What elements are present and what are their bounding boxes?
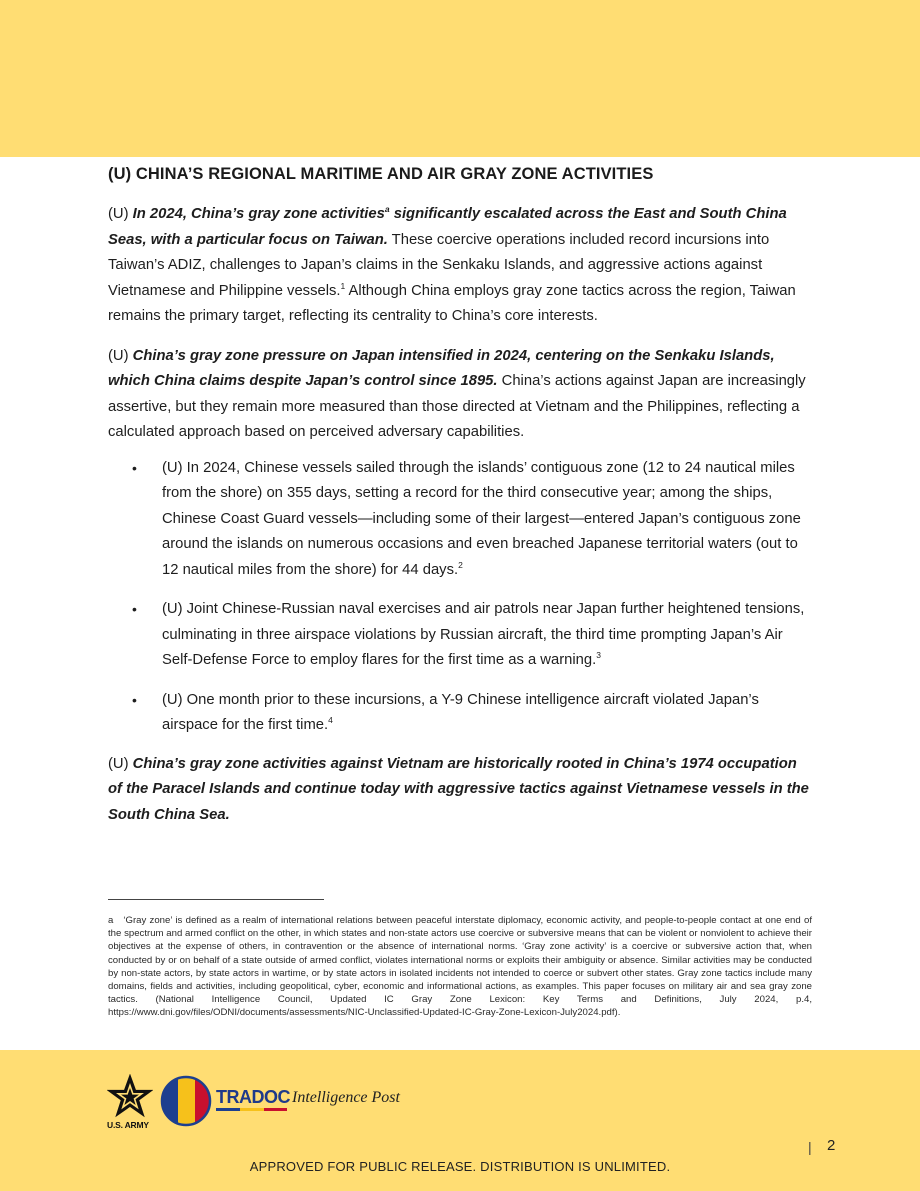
- release-statement: APPROVED FOR PUBLIC RELEASE. DISTRIBUTION IS UNLIMITED.: [249, 1159, 671, 1174]
- bullet-list: [108, 456, 812, 739]
- list-item: [108, 456, 812, 584]
- endnote-ref[interactable]: 3: [596, 650, 601, 661]
- publication-title: Intelligence Post: [292, 1089, 400, 1106]
- paragraph-body: These coercive operations included record incursions into Taiwan’s ADIZ, challenges to Japan’s claims in the Senkaku Islands, and aggressive actions against Vietnamese and Philippine vessels.: [108, 231, 770, 299]
- page-number: 2: [827, 1137, 836, 1154]
- bullet-icon: •: [132, 691, 137, 708]
- page-separator: |: [808, 1139, 812, 1155]
- paragraph-body-cont: Although China employs gray zone tactics across the region, Taiwan remains the primary target, reflecting its centrality to China’s core interests.: [108, 282, 796, 324]
- footnote: [108, 914, 812, 1020]
- endnote-ref[interactable]: 4: [328, 715, 333, 726]
- tradoc-wordmark: TRADOC: [216, 1087, 290, 1107]
- classification-marking: (U): [108, 755, 133, 772]
- paragraph-lead: China’s gray zone activities against Vietnam are historically rooted in China’s 1974 occupation of the Paracel Islands and continue today with aggressive tactics against Vietnamese vessels in the South China Sea.: [108, 755, 809, 823]
- tradoc-underline: [216, 1108, 287, 1111]
- footnote-divider: [108, 899, 324, 900]
- list-item: [108, 688, 812, 739]
- list-item-text: (U) Joint Chinese-Russian naval exercises and air patrols near Japan further heightened tensions, culminating in three airspace violations by Russian aircraft, the third time prompting Japan’s Air Self-Defense Force to employ flares for the first time as a warning.: [162, 601, 805, 668]
- footnote-mark: a: [108, 915, 114, 926]
- classification-marking: (U): [108, 347, 133, 364]
- header-band: [0, 0, 920, 157]
- list-item: [108, 597, 812, 674]
- army-star-icon: [107, 1074, 153, 1118]
- paragraph-body: China’s actions against Japan are increasingly assertive, but they remain more measured than those directed at Vietnam and the Philippines, reflecting a calculated approach based on perceived adversary capabilities.: [108, 373, 806, 440]
- us-army-logo: [107, 1074, 155, 1132]
- main-content: [108, 162, 812, 828]
- footnote-text: ‘Gray zone’ is defined as a realm of international relations between peaceful interstate diplomacy, economic activity, and people-to-people contact at one end of the spectrum and armed conflict on the other, in which states and non-state actors use coercive or subversive means that can be violent or nonviolent to achieve their objectives at the expense of others, in contravention or the absence of international norms. ‘Gray zone activity’ is a coercive or subversive action that, when conducted by or on behalf of a state outside of armed conflict, violates international norms or exploits their ambiguity or absence. Similar activities may be conducted by non-state actors, by state actors in wartime, or by state actors in isolated incidents not intended to coerce or subvert other states. Gray zone tactics include many domains, fields and activities, including geopolitical, cyber, economic and informational actions, as examples. This paper focuses on military air and sea gray zone tactics. (National Intelligence Council, Updated IC Gray Zone Lexicon: Key Terms and Definitions, July 2024, p.4, https://www.dni.gov/files/ODNI/documents/assessments/NIC-Unclassified-Updated-IC-Gray-Zone-Lexicon-July2024.pdf).: [108, 915, 812, 1019]
- endnote-ref[interactable]: 2: [458, 559, 463, 570]
- list-item-text: (U) One month prior to these incursions, a Y-9 Chinese intelligence aircraft violated Japan’s airspace for the first time.: [162, 691, 759, 733]
- paragraph-vietnam: [108, 752, 812, 829]
- bullet-icon: •: [132, 459, 137, 476]
- paragraph-japan: [108, 344, 812, 446]
- tradoc-seal-icon: [160, 1075, 212, 1127]
- endnote-ref[interactable]: 1: [340, 280, 346, 291]
- section-title: (U) CHINA’S REGIONAL MARITIME AND AIR GRAY ZONE ACTIVITIES: [108, 165, 654, 183]
- classification-marking: (U): [108, 206, 133, 222]
- army-label: U.S. ARMY: [107, 1120, 149, 1130]
- paragraph-taiwan: [108, 202, 812, 330]
- paragraph-lead: China’s gray zone pressure on Japan intensified in 2024, centering on the Senkaku Islands, which China claims despite Japan’s control since 1895.: [108, 347, 775, 389]
- list-item-text: (U) In 2024, Chinese vessels sailed through the islands’ contiguous zone (12 to 24 nautical miles from the shore) on 355 days, setting a record for the third consecutive year; among the ships, Chinese Coast Guard vessels—including some of their largest—entered Japan’s contiguous zone around the islands on numerous occasions and even breached Japanese territorial waters (out to 12 nautical miles from the shore) for 44 days.: [162, 459, 801, 578]
- footnote-ref-a[interactable]: a: [384, 204, 390, 215]
- bullet-icon: •: [132, 601, 137, 617]
- paragraph-lead: In 2024, China’s gray zone activities$^a$ significantly escalated across the East and South China Seas, with a particular focus on Taiwan.: [108, 204, 787, 248]
